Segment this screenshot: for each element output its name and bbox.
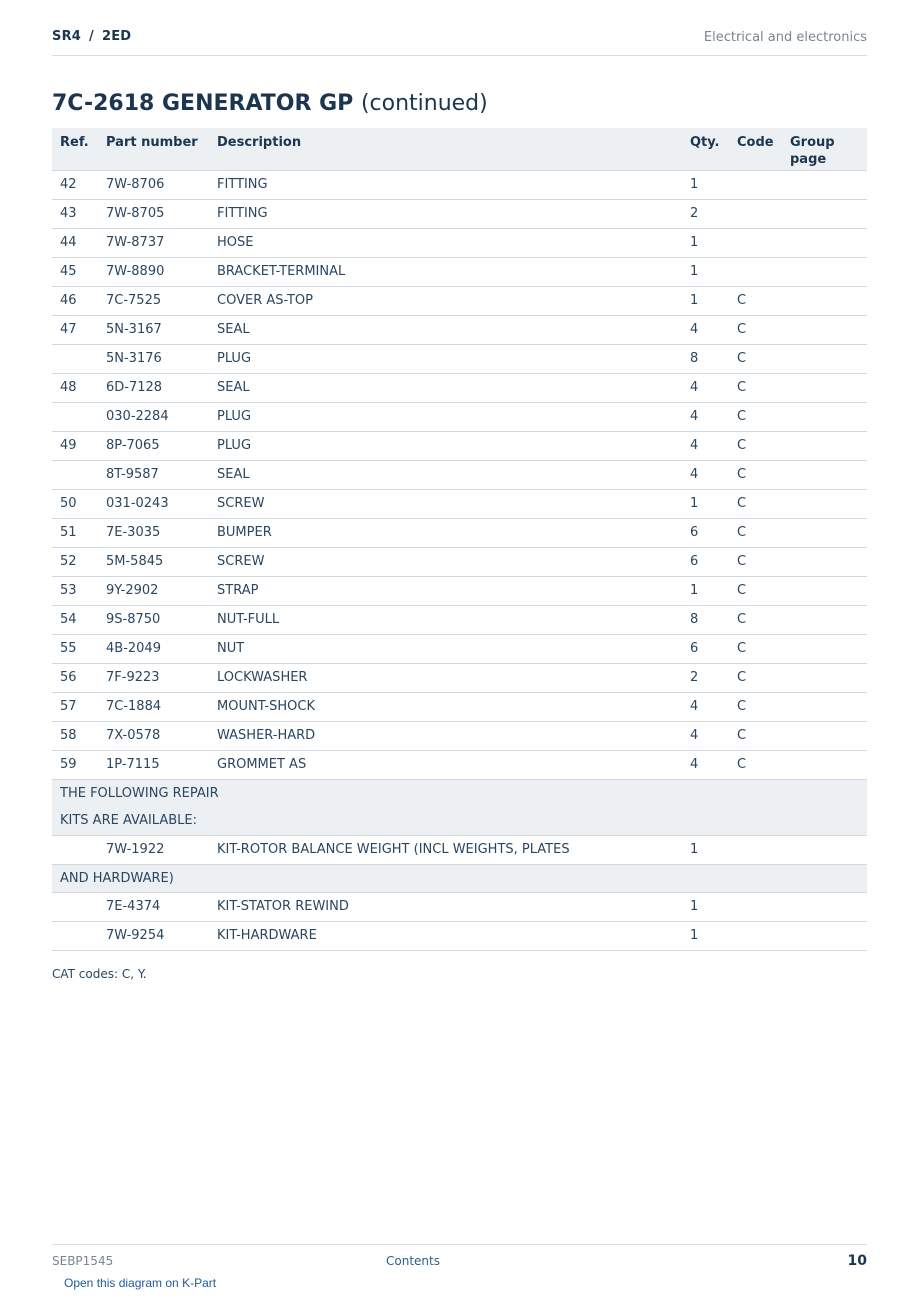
page-title-suffix: (continued)	[360, 91, 488, 116]
page-footer	[52, 1244, 867, 1275]
cell-qty: 4	[682, 721, 729, 750]
cell-ref: 43	[52, 199, 98, 228]
table-row	[52, 489, 867, 518]
column-header-qty: Qty.	[682, 128, 729, 170]
cell-group-page	[782, 605, 867, 634]
page-title-main: 7C-2618 GENERATOR GP	[52, 91, 354, 116]
parts-table	[52, 128, 867, 951]
cell-ref	[52, 892, 98, 921]
cell-part-number: 031-0243	[98, 489, 209, 518]
cell-ref: 58	[52, 721, 98, 750]
cell-qty: 2	[682, 199, 729, 228]
cell-part-number: 7E-4374	[98, 892, 209, 921]
cell-group-page	[782, 547, 867, 576]
cell-code: C	[729, 286, 782, 315]
cell-qty: 8	[682, 344, 729, 373]
cell-code: C	[729, 605, 782, 634]
cell-part-number: 7W-8706	[98, 170, 209, 199]
cell-ref	[52, 344, 98, 373]
table-row	[52, 692, 867, 721]
cell-description: SEAL	[209, 460, 682, 489]
cell-description: STRAP	[209, 576, 682, 605]
cell-ref: 55	[52, 634, 98, 663]
cell-code: C	[729, 373, 782, 402]
column-header-description: Description	[209, 128, 682, 170]
cell-part-number: 7E-3035	[98, 518, 209, 547]
cell-code	[729, 199, 782, 228]
table-row	[52, 373, 867, 402]
cell-code: C	[729, 663, 782, 692]
cell-part-number: 7W-8890	[98, 257, 209, 286]
cell-ref	[52, 921, 98, 950]
column-header-code: Code	[729, 128, 782, 170]
cell-description: SCREW	[209, 547, 682, 576]
cell-qty: 1	[682, 286, 729, 315]
cell-ref: 44	[52, 228, 98, 257]
table-row	[52, 663, 867, 692]
cell-qty: 1	[682, 835, 729, 864]
cell-qty: 6	[682, 518, 729, 547]
cell-description: NUT	[209, 634, 682, 663]
table-row	[52, 634, 867, 663]
cell-code	[729, 835, 782, 864]
cell-qty: 2	[682, 663, 729, 692]
page-number: 10	[847, 1253, 867, 1269]
cell-qty: 4	[682, 692, 729, 721]
cell-code: C	[729, 721, 782, 750]
cell-description: KIT-ROTOR BALANCE WEIGHT (INCL WEIGHTS, PLATES	[209, 835, 682, 864]
cell-description: BUMPER	[209, 518, 682, 547]
cell-code: C	[729, 576, 782, 605]
header-row	[52, 128, 867, 170]
table-row	[52, 835, 867, 864]
cell-group-page	[782, 286, 867, 315]
cell-group-page	[782, 892, 867, 921]
note-text: THE FOLLOWING REPAIR	[52, 779, 867, 807]
cell-part-number: 7W-1922	[98, 835, 209, 864]
cell-description: SEAL	[209, 373, 682, 402]
table-row	[52, 460, 867, 489]
cell-group-page	[782, 199, 867, 228]
cell-description: KIT-HARDWARE	[209, 921, 682, 950]
cell-description: PLUG	[209, 344, 682, 373]
cell-description: HOSE	[209, 228, 682, 257]
table-row	[52, 892, 867, 921]
cell-ref: 52	[52, 547, 98, 576]
cell-part-number: 030-2284	[98, 402, 209, 431]
cell-ref	[52, 835, 98, 864]
cell-ref: 56	[52, 663, 98, 692]
table-note-row	[52, 779, 867, 807]
cell-code	[729, 921, 782, 950]
cell-part-number: 9Y-2902	[98, 576, 209, 605]
table-row	[52, 921, 867, 950]
breadcrumb	[52, 29, 131, 44]
table-row	[52, 170, 867, 199]
cell-part-number: 7W-8737	[98, 228, 209, 257]
cell-part-number: 7C-7525	[98, 286, 209, 315]
cell-group-page	[782, 921, 867, 950]
cell-group-page	[782, 634, 867, 663]
cell-group-page	[782, 170, 867, 199]
cell-code: C	[729, 315, 782, 344]
cell-ref: 50	[52, 489, 98, 518]
document-id: SEBP1545	[52, 1254, 114, 1268]
cell-group-page	[782, 663, 867, 692]
cell-group-page	[782, 576, 867, 605]
cell-ref: 48	[52, 373, 98, 402]
table-row	[52, 431, 867, 460]
cell-code	[729, 228, 782, 257]
cell-code: C	[729, 402, 782, 431]
cell-qty: 1	[682, 228, 729, 257]
table-row	[52, 721, 867, 750]
table-row	[52, 605, 867, 634]
cell-ref: 45	[52, 257, 98, 286]
cell-code: C	[729, 692, 782, 721]
table-row	[52, 315, 867, 344]
cell-description: SCREW	[209, 489, 682, 518]
cell-part-number: 7X-0578	[98, 721, 209, 750]
cell-part-number: 8P-7065	[98, 431, 209, 460]
cell-description: BRACKET-TERMINAL	[209, 257, 682, 286]
cell-qty: 1	[682, 489, 729, 518]
breadcrumb-separator: /	[89, 29, 94, 44]
cell-ref: 54	[52, 605, 98, 634]
note-text: AND HARDWARE)	[52, 864, 867, 892]
section-name: Electrical and electronics	[703, 30, 867, 45]
cell-part-number: 8T-9587	[98, 460, 209, 489]
cell-description: LOCKWASHER	[209, 663, 682, 692]
cell-code: C	[729, 547, 782, 576]
parts-table-header	[52, 128, 867, 170]
cell-part-number: 6D-7128	[98, 373, 209, 402]
cat-codes: CAT codes: C, Y.	[52, 967, 147, 981]
cell-qty: 1	[682, 257, 729, 286]
table-row	[52, 518, 867, 547]
cell-description: COVER AS-TOP	[209, 286, 682, 315]
cell-qty: 1	[682, 892, 729, 921]
cell-group-page	[782, 373, 867, 402]
cell-code: C	[729, 750, 782, 779]
cell-code	[729, 257, 782, 286]
table-note-row	[52, 807, 867, 835]
column-header-part-number: Part number	[98, 128, 209, 170]
column-header-ref: Ref.	[52, 128, 98, 170]
table-row	[52, 286, 867, 315]
cell-description: NUT-FULL	[209, 605, 682, 634]
cell-description: FITTING	[209, 199, 682, 228]
cell-qty: 1	[682, 921, 729, 950]
breadcrumb-model: SR4	[52, 29, 82, 44]
cell-part-number: 7C-1884	[98, 692, 209, 721]
cell-code: C	[729, 431, 782, 460]
breadcrumb-arrangement: 2ED	[101, 29, 132, 44]
cell-group-page	[782, 692, 867, 721]
cell-qty: 8	[682, 605, 729, 634]
contents-link[interactable]: Contents	[386, 1254, 440, 1268]
cell-qty: 4	[682, 402, 729, 431]
table-row	[52, 344, 867, 373]
cell-description: MOUNT-SHOCK	[209, 692, 682, 721]
cell-code: C	[729, 489, 782, 518]
cell-part-number: 7F-9223	[98, 663, 209, 692]
cell-ref: 59	[52, 750, 98, 779]
cell-code	[729, 892, 782, 921]
table-note-row	[52, 864, 867, 892]
cell-group-page	[782, 344, 867, 373]
column-header-group-page: Group page	[782, 128, 867, 170]
cell-description: WASHER-HARD	[209, 721, 682, 750]
kpart-diagram-link[interactable]: Open this diagram on K-Part	[64, 1276, 217, 1290]
cell-part-number: 7W-8705	[98, 199, 209, 228]
cell-ref: 51	[52, 518, 98, 547]
cell-qty: 1	[682, 170, 729, 199]
cell-group-page	[782, 315, 867, 344]
cell-group-page	[782, 835, 867, 864]
table-row	[52, 257, 867, 286]
table-row	[52, 547, 867, 576]
cell-qty: 4	[682, 460, 729, 489]
cell-group-page	[782, 257, 867, 286]
cell-qty: 4	[682, 431, 729, 460]
note-text: KITS ARE AVAILABLE:	[52, 807, 867, 835]
cell-part-number: 4B-2049	[98, 634, 209, 663]
page-header	[52, 28, 867, 56]
cell-description: PLUG	[209, 431, 682, 460]
cell-description: SEAL	[209, 315, 682, 344]
cell-part-number: 5N-3176	[98, 344, 209, 373]
cell-group-page	[782, 750, 867, 779]
cell-group-page	[782, 431, 867, 460]
table-row	[52, 199, 867, 228]
cell-ref: 47	[52, 315, 98, 344]
page-title	[52, 89, 488, 119]
cell-code: C	[729, 518, 782, 547]
cell-group-page	[782, 402, 867, 431]
cell-description: KIT-STATOR REWIND	[209, 892, 682, 921]
cell-qty: 6	[682, 547, 729, 576]
cell-group-page	[782, 460, 867, 489]
cell-qty: 1	[682, 576, 729, 605]
cell-part-number: 7W-9254	[98, 921, 209, 950]
cell-group-page	[782, 489, 867, 518]
cell-code: C	[729, 634, 782, 663]
cell-part-number: 1P-7115	[98, 750, 209, 779]
table-row	[52, 576, 867, 605]
cell-qty: 4	[682, 315, 729, 344]
cell-part-number: 5M-5845	[98, 547, 209, 576]
table-row	[52, 750, 867, 779]
table-row	[52, 228, 867, 257]
cell-part-number: 5N-3167	[98, 315, 209, 344]
cell-ref	[52, 460, 98, 489]
table-row	[52, 402, 867, 431]
cell-ref: 49	[52, 431, 98, 460]
cell-part-number: 9S-8750	[98, 605, 209, 634]
cell-group-page	[782, 721, 867, 750]
cell-qty: 6	[682, 634, 729, 663]
cell-ref: 46	[52, 286, 98, 315]
cell-ref: 53	[52, 576, 98, 605]
cell-group-page	[782, 518, 867, 547]
cell-qty: 4	[682, 750, 729, 779]
cell-group-page	[782, 228, 867, 257]
cell-code: C	[729, 344, 782, 373]
parts-table-body	[52, 170, 867, 950]
cell-description: GROMMET AS	[209, 750, 682, 779]
cell-description: PLUG	[209, 402, 682, 431]
cell-code	[729, 170, 782, 199]
cell-qty: 4	[682, 373, 729, 402]
cell-ref: 57	[52, 692, 98, 721]
cell-ref: 42	[52, 170, 98, 199]
cell-code: C	[729, 460, 782, 489]
cell-ref	[52, 402, 98, 431]
cell-description: FITTING	[209, 170, 682, 199]
